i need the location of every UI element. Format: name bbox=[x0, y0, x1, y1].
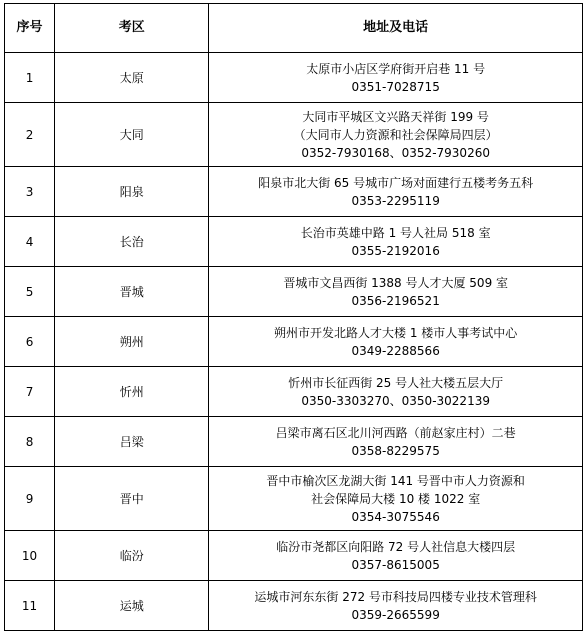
row-area: 运城 bbox=[55, 581, 209, 631]
row-address-phone bbox=[209, 417, 583, 467]
row-number: 3 bbox=[5, 167, 55, 217]
row-number: 9 bbox=[5, 467, 55, 531]
address-line: 临汾市尧都区向阳路 72 号人社信息大楼四层 bbox=[276, 539, 516, 554]
table-row bbox=[5, 167, 583, 217]
address-line: 阳泉市北大街 65 号城市广场对面建行五楼考务五科 bbox=[258, 175, 534, 190]
row-area: 忻州 bbox=[55, 367, 209, 417]
address-line: 社会保障局大楼 10 楼 1022 室 bbox=[311, 491, 481, 506]
row-number: 10 bbox=[5, 531, 55, 581]
row-number: 2 bbox=[5, 103, 55, 167]
address-line: 大同市平城区文兴路天祥街 199 号 bbox=[302, 109, 489, 124]
row-area: 朔州 bbox=[55, 317, 209, 367]
row-address-phone bbox=[209, 531, 583, 581]
row-area: 大同 bbox=[55, 103, 209, 167]
table-row bbox=[5, 467, 583, 531]
table-row bbox=[5, 267, 583, 317]
row-address-phone bbox=[209, 317, 583, 367]
row-address-phone bbox=[209, 53, 583, 103]
phone-line: 0349-2288566 bbox=[351, 343, 440, 358]
phone-line: 0355-2192016 bbox=[351, 243, 440, 258]
phone-line: 0351-7028715 bbox=[351, 79, 440, 94]
row-area: 晋城 bbox=[55, 267, 209, 317]
row-address-phone bbox=[209, 267, 583, 317]
phone-line: 0352-7930168、0352-7930260 bbox=[301, 145, 490, 160]
row-address-phone bbox=[209, 367, 583, 417]
address-line: 朔州市开发北路人才大楼 1 楼市人事考试中心 bbox=[274, 325, 518, 340]
row-address-phone bbox=[209, 217, 583, 267]
address-line: 长治市英雄中路 1 号人社局 518 室 bbox=[300, 225, 491, 240]
table-row bbox=[5, 217, 583, 267]
table-body bbox=[5, 53, 583, 631]
row-area: 临汾 bbox=[55, 531, 209, 581]
row-area: 太原 bbox=[55, 53, 209, 103]
row-address-phone bbox=[209, 581, 583, 631]
row-address-phone bbox=[209, 167, 583, 217]
phone-line: 0350-3303270、0350-3022139 bbox=[301, 393, 490, 408]
address-line: 忻州市长征西街 25 号人社大楼五层大厅 bbox=[288, 375, 504, 390]
address-line: 晋城市文昌西街 1388 号人才大厦 509 室 bbox=[283, 275, 509, 290]
address-line: 运城市河东东街 272 号市科技局四楼专业技术管理科 bbox=[254, 589, 537, 604]
phone-line: 0357-8615005 bbox=[351, 557, 440, 572]
table-row bbox=[5, 531, 583, 581]
row-address-phone bbox=[209, 103, 583, 167]
exam-sites-table bbox=[4, 3, 583, 631]
address-line: 晋中市榆次区龙湖大街 141 号晋中市人力资源和 bbox=[266, 473, 525, 488]
table-row bbox=[5, 53, 583, 103]
table-row bbox=[5, 317, 583, 367]
row-number: 1 bbox=[5, 53, 55, 103]
row-area: 长治 bbox=[55, 217, 209, 267]
header-area: 考区 bbox=[55, 4, 209, 53]
row-area: 阳泉 bbox=[55, 167, 209, 217]
header-address-phone: 地址及电话 bbox=[209, 4, 583, 53]
row-number: 11 bbox=[5, 581, 55, 631]
phone-line: 0354-3075546 bbox=[351, 509, 440, 524]
address-line: 吕梁市离石区北川河西路（前赵家庄村）二巷 bbox=[275, 425, 516, 440]
row-number: 7 bbox=[5, 367, 55, 417]
phone-line: 0358-8229575 bbox=[351, 443, 440, 458]
row-area: 晋中 bbox=[55, 467, 209, 531]
address-line: （大同市人力资源和社会保障局四层） bbox=[293, 127, 498, 142]
header-number: 序号 bbox=[5, 4, 55, 53]
row-number: 8 bbox=[5, 417, 55, 467]
phone-line: 0356-2196521 bbox=[351, 293, 440, 308]
row-address-phone bbox=[209, 467, 583, 531]
table-row bbox=[5, 581, 583, 631]
row-number: 5 bbox=[5, 267, 55, 317]
address-line: 太原市小店区学府街开启巷 11 号 bbox=[306, 61, 486, 76]
table-row bbox=[5, 103, 583, 167]
phone-line: 0353-2295119 bbox=[351, 193, 440, 208]
row-number: 4 bbox=[5, 217, 55, 267]
row-area: 吕梁 bbox=[55, 417, 209, 467]
header-row bbox=[5, 4, 583, 53]
phone-line: 0359-2665599 bbox=[351, 607, 440, 622]
table-row bbox=[5, 367, 583, 417]
table-row bbox=[5, 417, 583, 467]
row-number: 6 bbox=[5, 317, 55, 367]
